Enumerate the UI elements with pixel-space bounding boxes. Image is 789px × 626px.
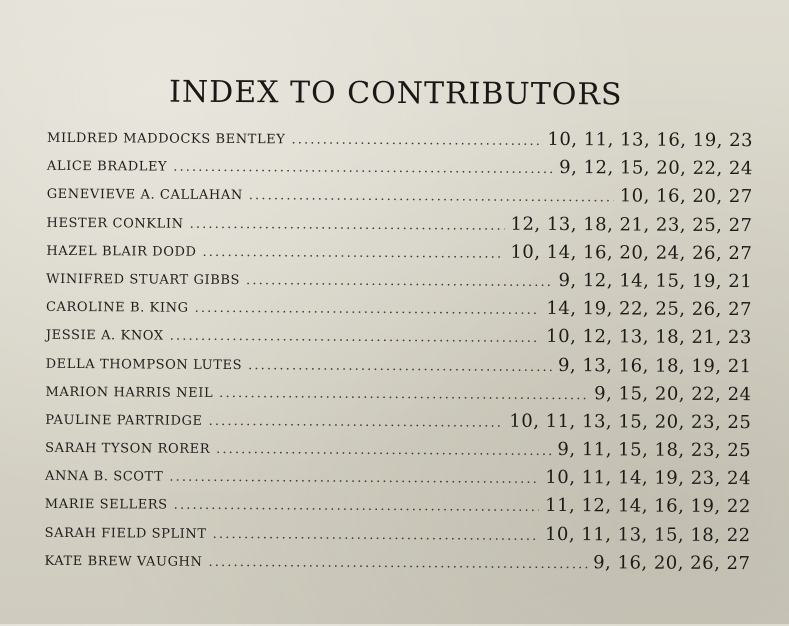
dot-leader [174, 498, 540, 515]
page-references: 9, 16, 20, 26, 27 [593, 552, 751, 574]
page-references: 9, 15, 20, 22, 24 [594, 382, 752, 405]
contributor-name: HAZEL BLAIR DODD [46, 243, 197, 260]
page-references: 10, 11, 13, 15, 20, 23, 25 [509, 410, 752, 434]
page-references: 9, 12, 14, 15, 19, 21 [558, 269, 753, 293]
contributor-name: SARAH TYSON RORER [45, 440, 211, 457]
index-entry [46, 210, 752, 242]
index-entry [45, 380, 751, 412]
index-entry [46, 295, 752, 327]
page-references: 9, 11, 15, 18, 23, 25 [557, 439, 752, 462]
index-entry [46, 351, 752, 383]
dot-leader [170, 329, 541, 346]
dot-leader [219, 386, 588, 403]
index-entry [45, 464, 751, 496]
dot-leader [209, 414, 504, 431]
contributor-name: ALICE BRADLEY [46, 159, 168, 175]
page-references: 10, 14, 16, 20, 24, 26, 27 [510, 241, 753, 264]
contributor-name: ANNA B. SCOTT [44, 469, 164, 485]
dot-leader [216, 442, 551, 459]
contributor-name: PAULINE PARTRIDGE [45, 412, 203, 429]
page-references: 10, 12, 13, 18, 21, 23 [546, 326, 752, 349]
page-references: 10, 11, 13, 15, 18, 22 [544, 523, 751, 546]
index-entry [44, 549, 750, 581]
index-entry [46, 323, 752, 355]
index-entry [47, 126, 753, 158]
contributor-name: GENEVIEVE A. CALLAHAN [46, 187, 243, 204]
index-entry [45, 408, 751, 440]
dot-leader [208, 555, 587, 572]
contributor-name: SARAH FIELD SPLINT [44, 525, 207, 542]
page-references: 10, 11, 13, 16, 19, 23 [547, 128, 754, 152]
contributor-name: HESTER CONKLIN [46, 215, 184, 232]
page-references: 9, 12, 15, 20, 22, 24 [559, 157, 753, 180]
page-title: INDEX TO CONTRIBUTORS [169, 74, 623, 113]
dot-leader [190, 216, 505, 233]
index-entry [45, 492, 751, 524]
dot-leader [195, 301, 541, 318]
index-entry [45, 436, 751, 468]
contributor-index-list [44, 126, 753, 581]
contributor-name: MARIE SELLERS [44, 497, 168, 514]
dot-leader [249, 188, 614, 205]
index-entry [47, 182, 753, 214]
page-references: 14, 19, 22, 25, 26, 27 [546, 298, 753, 321]
contributor-name: MILDRED MADDOCKS BENTLEY [47, 130, 286, 148]
contributor-name: MARION HARRIS NEIL [45, 384, 214, 401]
page-references: 11, 12, 14, 16, 19, 22 [545, 495, 751, 518]
dot-leader [291, 132, 541, 149]
dot-leader [173, 160, 553, 177]
dot-leader [169, 470, 539, 487]
contributor-name: CAROLINE B. KING [45, 299, 189, 316]
page-references: 9, 13, 16, 18, 19, 21 [557, 354, 752, 377]
contributor-name: DELLA THOMPSON LUTES [45, 356, 243, 373]
dot-leader [248, 358, 552, 375]
index-entry [46, 267, 752, 299]
page-references: 12, 13, 18, 21, 23, 25, 27 [510, 213, 753, 236]
dot-leader [213, 527, 539, 544]
contributor-name: JESSIE A. KNOX [45, 328, 164, 344]
dot-leader [246, 273, 552, 290]
page-references: 10, 16, 20, 27 [619, 185, 753, 208]
index-entry [46, 239, 752, 271]
contributor-name: KATE BREW VAUGHN [44, 553, 203, 570]
page-references: 10, 11, 14, 19, 23, 24 [545, 467, 752, 490]
index-entry [47, 154, 753, 186]
dot-leader [202, 245, 504, 262]
index-entry [45, 520, 751, 552]
contributor-name: WINIFRED STUART GIBBS [46, 271, 241, 288]
